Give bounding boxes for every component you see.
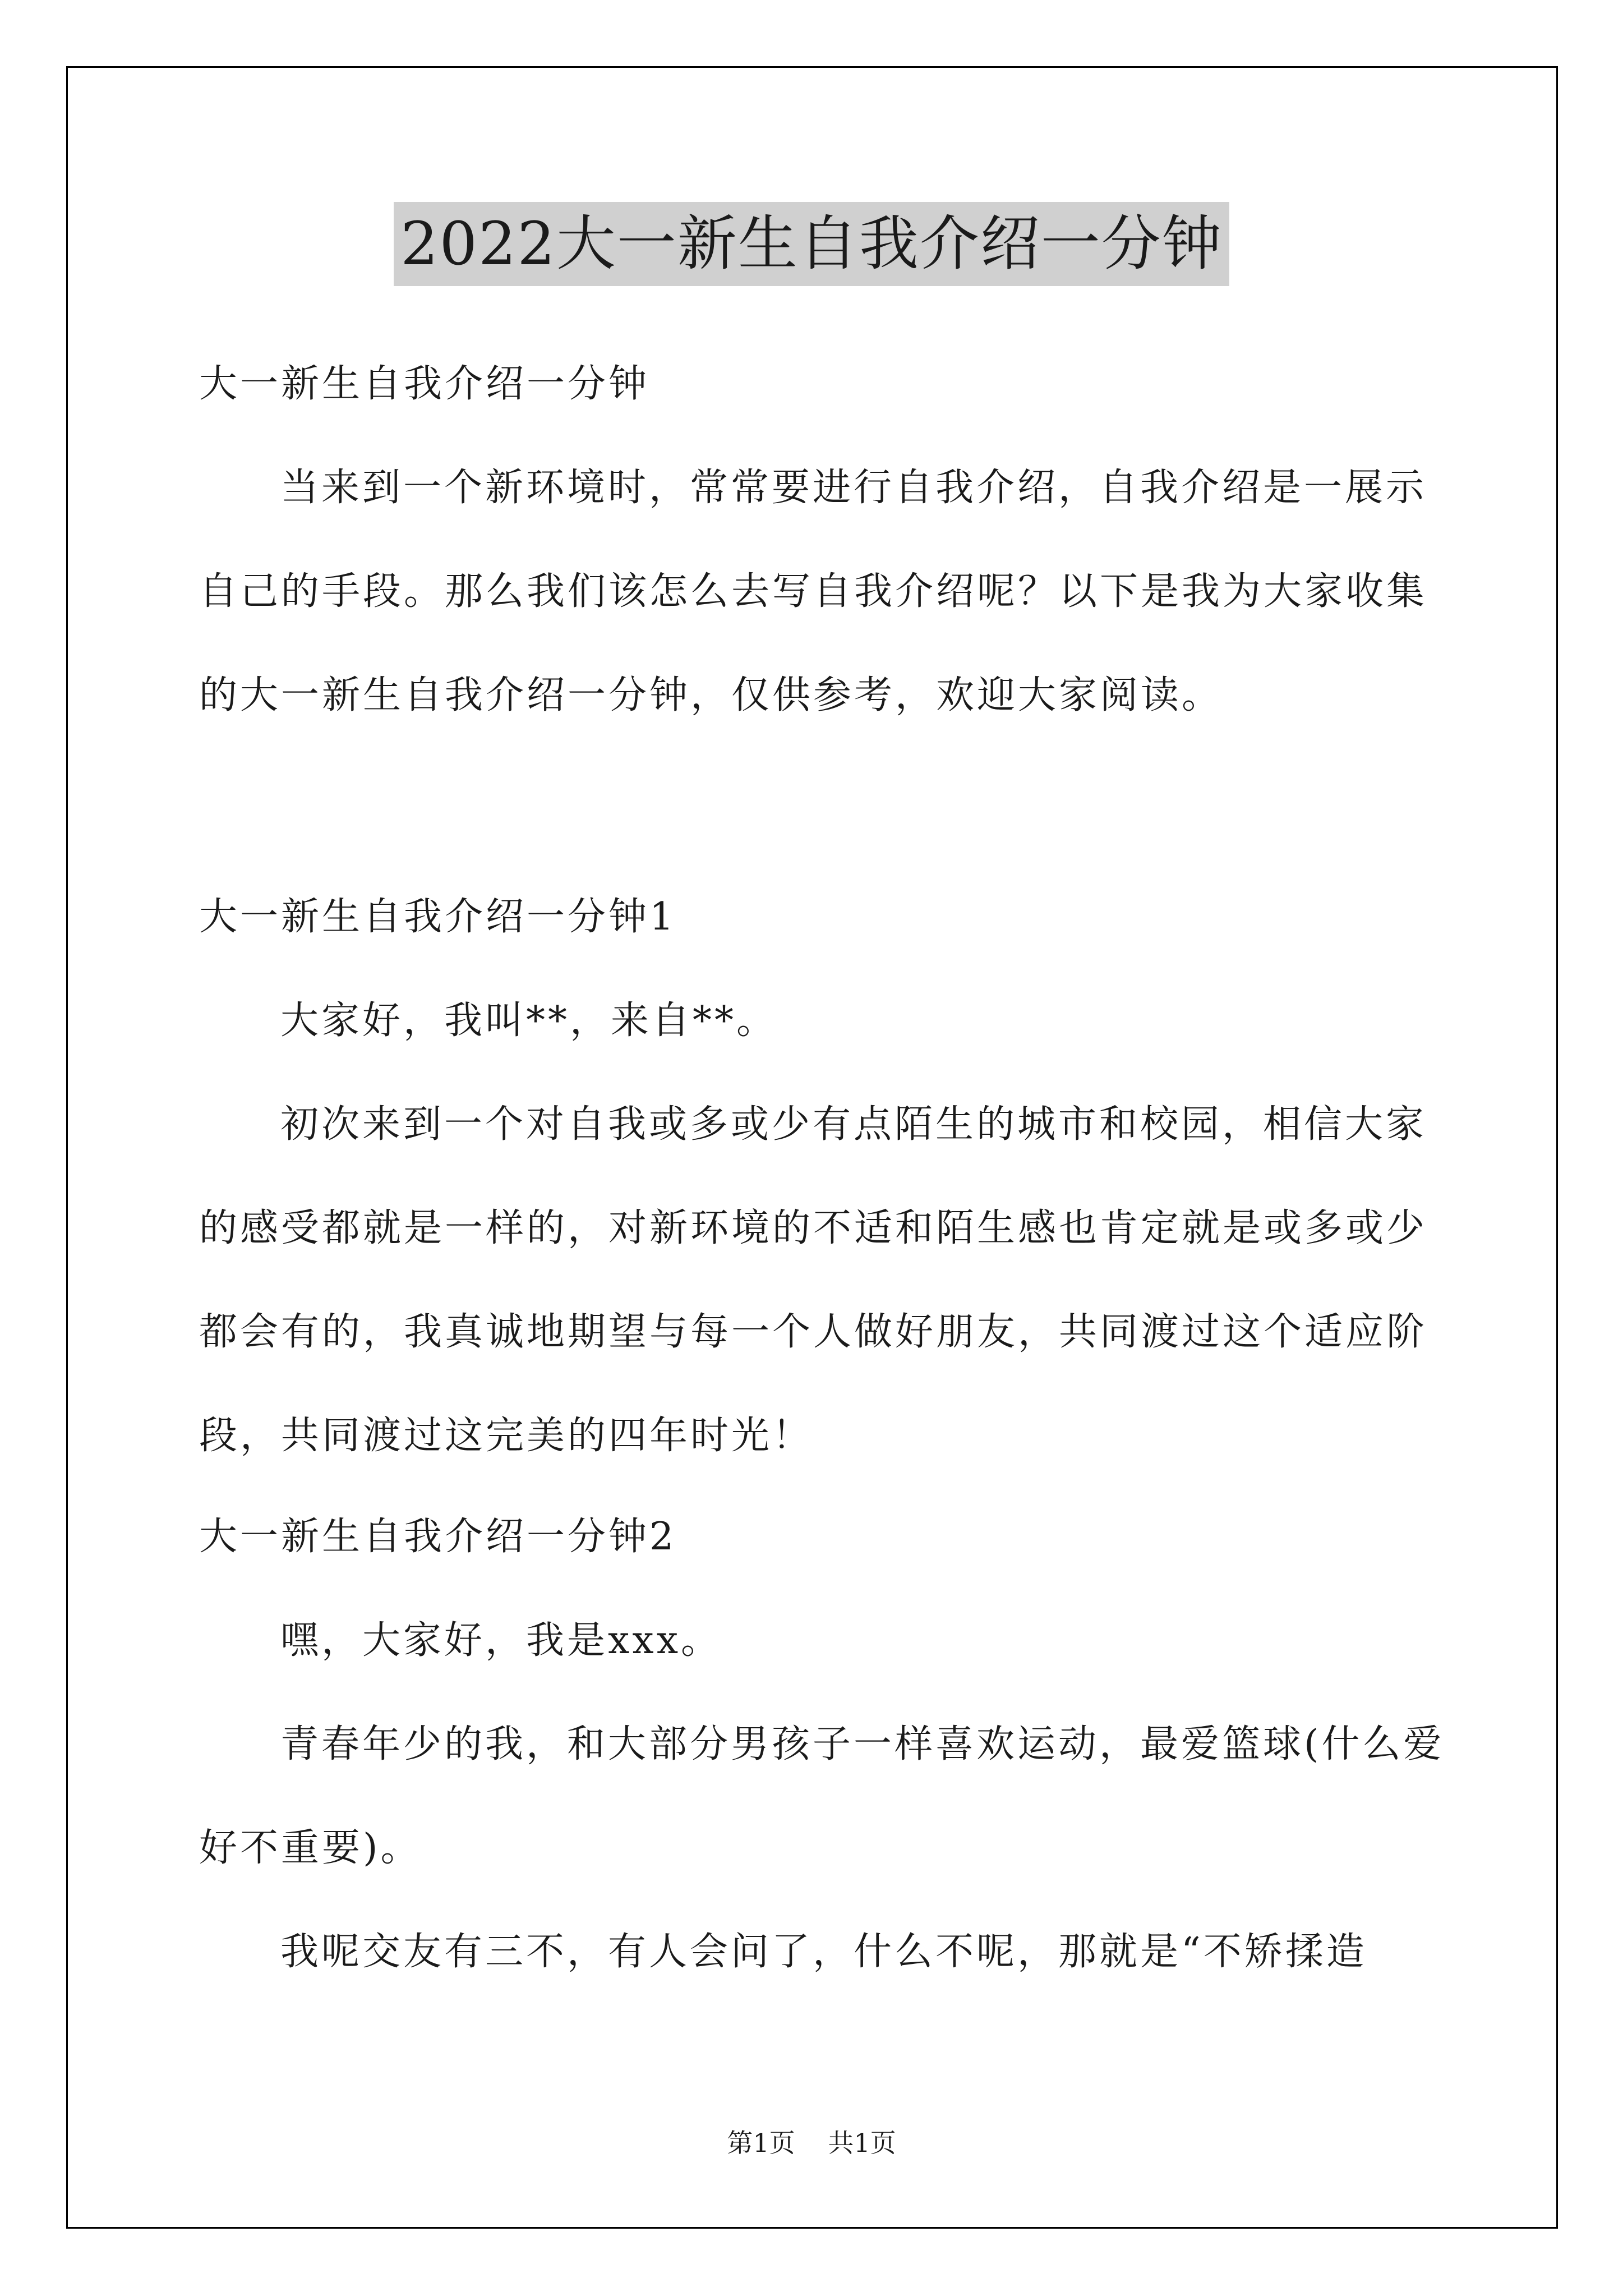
title-container: [0, 202, 1623, 286]
paragraph-line: 段，共同渡过这完美的四年时光！: [199, 1414, 814, 1458]
paragraph-line: 初次来到一个对自我或多或少有点陌生的城市和校园，相信大家: [280, 1102, 1427, 1147]
section-heading-2: 大一新生自我介绍一分钟2: [199, 1515, 677, 1559]
paragraph-line: 我呢交友有三不，有人会问了，什么不呢，那就是“不矫揉造: [280, 1930, 1367, 1974]
paragraph-line: 都会有的，我真诚地期望与每一个人做好朋友，共同渡过这个适应阶: [199, 1310, 1428, 1354]
section-heading-intro: 大一新生自我介绍一分钟: [199, 362, 650, 406]
page-total: 共1页: [828, 2128, 896, 2158]
document-title: 2022大一新生自我介绍一分钟: [394, 202, 1229, 286]
paragraph-line: 自己的手段。那么我们该怎么去写自我介绍呢？以下是我为大家收集: [199, 569, 1428, 614]
paragraph-line: 青春年少的我，和大部分男孩子一样喜欢运动，最爱篮球(什么爱: [280, 1722, 1445, 1766]
paragraph-line: 的大一新生自我介绍一分钟，仅供参考，欢迎大家阅读。: [199, 673, 1223, 717]
section-heading-1: 大一新生自我介绍一分钟1: [199, 895, 677, 939]
paragraph-line: 大家好，我叫**，来自**。: [280, 999, 778, 1043]
paragraph-line: 的感受都就是一样的，对新环境的不适和陌生感也肯定就是或多或少: [199, 1206, 1428, 1250]
paragraph-line: 嘿，大家好，我是xxx。: [280, 1618, 722, 1663]
page-number: 第1页: [727, 2128, 795, 2158]
page-footer: [0, 2126, 1623, 2160]
paragraph-line: 好不重要)。: [199, 1826, 422, 1870]
paragraph-line: 当来到一个新环境时，常常要进行自我介绍，自我介绍是一展示: [280, 466, 1427, 510]
